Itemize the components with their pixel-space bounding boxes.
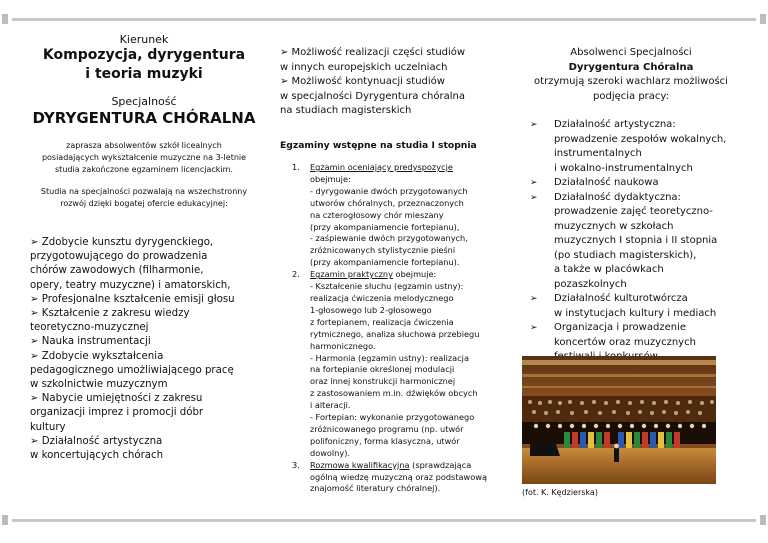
exam-line: obejmuje: (310, 173, 351, 184)
option-line: na studiach magisterskich (280, 105, 412, 116)
panel-middle (280, 0, 492, 543)
bullet-arrow-icon: ➢ (530, 323, 538, 333)
benefit-line: teoretyczno-muzycznej (30, 322, 149, 334)
exam-title: Egzamin praktyczny (310, 269, 393, 280)
benefit-line: organizacji imprez i promocji dóbr (30, 407, 204, 419)
bullet-arrow-icon: ➢ (530, 120, 538, 130)
career-line: Działalność dydaktyczna: (554, 191, 681, 203)
exam-line: na czterogłosowy chór mieszany (310, 209, 444, 220)
benefit-line: przygotowującego do prowadzenia (30, 251, 208, 263)
career-line: koncertów oraz muzycznych (554, 336, 696, 348)
graduates-intro-line: podjęcia pracy: (593, 90, 669, 102)
career-line: i wokalno-instrumentalnych (554, 162, 693, 174)
benefits-list (30, 236, 258, 463)
corner-mark (760, 14, 766, 24)
career-line: pozaszkolnych (554, 278, 627, 290)
faculty-title (30, 46, 258, 84)
benefit-line: ➢ Nabycie umiejętności z zakresu (30, 393, 203, 405)
faculty-title-line: Kompozycja, dyrygentura (42, 47, 246, 63)
benefit-line: pedagogicznego umożliwiającego pracę (30, 364, 234, 376)
career-line: Działalność kulturotwórcza (554, 293, 688, 304)
benefit-line: ➢ Kształcenie z zakresu wiedzy (30, 308, 190, 320)
exam-number: 1. (292, 162, 300, 172)
career-line: a także w placówkach (554, 264, 664, 275)
benefit-line: ➢ Działalność artystyczna (30, 435, 163, 447)
benefit-line: opery, teatry muzyczne) i amatorskich, (30, 279, 231, 291)
exam-item (280, 269, 492, 460)
bullet-arrow-icon: ➢ (530, 294, 538, 304)
exam-line: na fortepianie określonej modulacji (310, 364, 455, 375)
exam-line: z fortepianem, realizacja ćwiczenia (310, 316, 454, 327)
intro-text-2 (30, 186, 258, 210)
panel-right (520, 0, 742, 543)
faculty-title-line: i teoria muzyki (85, 66, 203, 82)
career-line: muzycznych I stopnia i II stopnia (554, 235, 718, 246)
intro-text (30, 140, 258, 176)
exam-line: dowolny). (310, 447, 351, 458)
exam-line: realizacja ćwiczenia melodycznego (310, 292, 454, 303)
panel-left (30, 0, 258, 543)
exam-line: zróżnicowanych stylistycznie pieśni (310, 245, 456, 256)
choir-photo (522, 356, 716, 484)
benefit-line: ➢ Profesjonalne kształcenie emisji głosu (30, 293, 235, 305)
exam-item (280, 460, 492, 496)
exam-line: utworów chóralnych, przeznaczonych (310, 197, 464, 208)
option-line: ➢ Możliwość kontynuacji studiów (280, 76, 445, 87)
photo-caption: (fot. K. Kędzierska) (522, 488, 598, 497)
career-line: prowadzenie zespołów wokalnych, (554, 133, 727, 145)
career-line: instrumentalnych (554, 148, 642, 159)
exam-line: ogólną wiedzę muzyczną oraz podstawową (310, 471, 487, 482)
exam-title: Rozmowa kwalifikacyjna (310, 459, 410, 470)
career-item (520, 191, 742, 293)
career-line: Działalność naukowa (554, 177, 659, 188)
option-line: w innych europejskich uczelniach (280, 61, 448, 73)
specjalnosc-label: Specjalność (111, 95, 177, 108)
graduates-intro (520, 46, 742, 104)
specjalnosc-name: DYRYGENTURA CHÓRALNA (32, 109, 256, 127)
intro-line: rozwój dzięki bogatej ofercie edukacyjnej: (60, 199, 228, 208)
exam-line: - Kształcenie słuchu (egzamin ustny): (310, 281, 464, 292)
career-list (520, 118, 742, 365)
exam-line: - Harmonia (egzamin ustny): realizacja (310, 352, 469, 363)
benefit-line: ➢ Nauka instrumentacji (30, 336, 151, 348)
exam-line: zróżnicowanego programu (np. utwór (310, 423, 464, 434)
benefit-line: ➢ Zdobycie wykształcenia (30, 350, 164, 362)
graduates-intro-line: otrzymują szeroki wachlarz możliwości (534, 76, 728, 87)
option-line: ➢ Możliwość realizacji części studiów (280, 47, 466, 58)
option-line: w specjalności Dyrygentura chóralna (280, 90, 465, 102)
exam-line: harmonicznego. (310, 340, 376, 351)
options-list (280, 46, 492, 119)
career-item (520, 292, 742, 321)
benefit-line: w szkolnictwie muzycznym (30, 379, 168, 391)
career-item (520, 176, 742, 191)
career-item (520, 118, 742, 176)
intro-line: posiadających wykształcenie muzyczne na 3-letnie (41, 153, 247, 162)
exam-line: rytmicznego, analiza słuchowa przebiegu (310, 328, 480, 339)
career-line: prowadzenie zajęć teoretyczno- (554, 206, 713, 217)
career-line: w instytucjach kultury i mediach (554, 307, 717, 319)
graduates-intro-line: Absolwenci Specjalności (570, 47, 692, 58)
career-line: (po studiach magisterskich), (554, 249, 697, 261)
intro-line: Studia na specjalności pozwalają na wszechstronny (40, 187, 248, 196)
exam-title-line (310, 269, 492, 281)
choir-photo-image (522, 356, 716, 484)
kierunek-label: Kierunek (119, 33, 169, 46)
exam-title-suffix: obejmuje: (392, 269, 437, 280)
benefit-line: kultury (30, 421, 66, 433)
graduates-intro-line: Dyrygentura Chóralna (568, 61, 694, 73)
exam-line: - dyrygowanie dwóch przygotowanych (310, 185, 468, 196)
exams-list (280, 162, 492, 495)
corner-mark (2, 515, 8, 525)
career-line: Działalność artystyczna: (554, 119, 676, 130)
exam-number: 3. (292, 459, 300, 470)
exam-line: - zaśpiewanie dwóch przygotowanych, (310, 233, 468, 244)
exam-title-line (310, 162, 492, 174)
benefit-line: w koncertujących chórach (30, 450, 164, 462)
exam-line: (przy akompaniamencie fortepianu). (310, 257, 460, 268)
benefit-line: ➢ Zdobycie kunsztu dyrygenckiego, (30, 237, 214, 248)
career-line: muzycznych w szkołach (554, 220, 674, 232)
intro-line: zaprasza absolwentów szkół licealnych (66, 141, 222, 150)
benefit-line: chórów zawodowych (filharmonie, (30, 265, 204, 277)
exam-title: Egzamin oceniający predyspozycje (310, 162, 453, 172)
career-line: Organizacja i prowadzenie (554, 322, 686, 333)
exam-line: oraz innej konstrukcji harmonicznej (310, 376, 456, 387)
exam-line: znajomość literatury chóralnej). (310, 483, 441, 494)
exam-line: - Fortepian: wykonanie przygotowanego (310, 412, 475, 423)
exam-line: (przy akompaniamencie fortepianu), (310, 221, 460, 232)
exam-title-line (310, 460, 492, 472)
exam-item (280, 162, 492, 269)
bullet-arrow-icon: ➢ (530, 192, 538, 203)
intro-line: studia zakończone egzaminem licencjackim. (55, 165, 233, 174)
exam-line: polifoniczny, forma klasyczna, utwór (310, 435, 460, 446)
exam-line: 1-głosowego lub 2-głosowego (310, 304, 432, 315)
corner-mark (760, 515, 766, 525)
exam-line: z zastosowaniem m.in. dźwięków obcych (310, 388, 478, 399)
exam-title-suffix: (sprawdzająca (409, 459, 472, 470)
exam-number: 2. (292, 269, 300, 280)
bullet-arrow-icon: ➢ (530, 178, 538, 188)
exams-heading: Egzaminy wstępne na studia I stopnia (280, 140, 477, 151)
exam-line: i alteracji. (310, 400, 351, 411)
corner-mark (2, 14, 8, 24)
